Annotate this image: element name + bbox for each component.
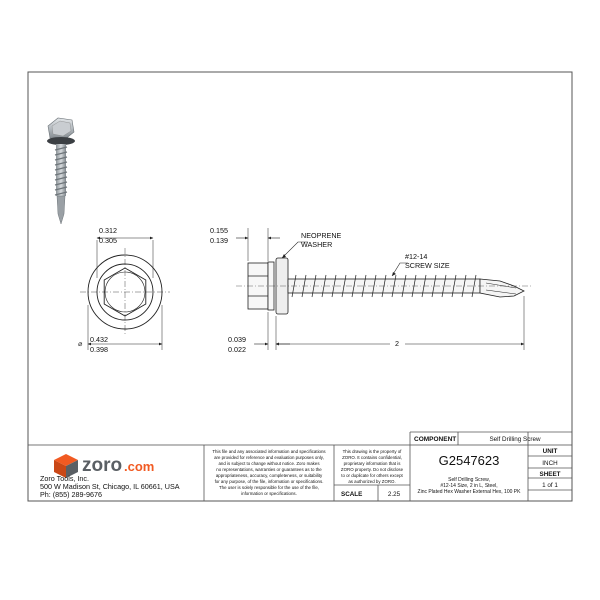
washer-thick-min: 0.022 — [228, 345, 246, 354]
length-value: 2 — [395, 339, 399, 348]
logo-word: zoro — [82, 455, 123, 476]
head-flats-min: 0.305 — [99, 236, 117, 245]
neoprene-label-2: WASHER — [301, 240, 333, 249]
svg-text:ZORO. It contains confidential: ZORO. It contains confidential, — [342, 455, 402, 460]
unit-label: UNIT — [542, 448, 558, 455]
property-notice — [341, 449, 404, 484]
sheet-label: SHEET — [539, 471, 561, 478]
screw-size-label-1: #12-14 — [405, 252, 428, 261]
svg-text:for any purpose, of the file,: for any purpose, of the file, information or specifications. — [214, 479, 324, 484]
unit-value: INCH — [542, 460, 558, 467]
svg-text:information or specifications.: information or specifications. — [241, 491, 297, 496]
svg-text:This file and any associated i: This file and any associated information and specifications — [212, 449, 326, 454]
screw-size-label-2: SCREW SIZE — [405, 261, 450, 270]
scale-value: 2.25 — [387, 491, 401, 498]
company-name: Zoro Tools, Inc. — [40, 474, 90, 483]
svg-text:This drawing is the property o: This drawing is the property of — [342, 449, 402, 454]
diameter-symbol: ⌀ — [78, 339, 83, 348]
neoprene-label-1: NEOPRENE — [301, 231, 342, 240]
svg-text:proprietary information that i: proprietary information that is — [343, 461, 401, 466]
svg-text:to or duplicate for others exc: to or duplicate for others except — [341, 473, 403, 478]
part-number: G2547623 — [438, 453, 500, 468]
sheet-value: 1 of 1 — [542, 482, 558, 489]
company-phone: Ph: (855) 289-9676 — [40, 490, 102, 499]
svg-text:The user is solely responsible: The user is solely responsible for the use of the file, — [218, 485, 320, 490]
head-height-max: 0.155 — [210, 226, 228, 235]
company-address: 500 W Madison St, Chicago, IL 60661, USA — [40, 482, 180, 491]
head-height-min: 0.139 — [210, 236, 228, 245]
drill-point — [480, 279, 524, 297]
svg-text:ZORO property. Do not disclose: ZORO property. Do not disclose — [340, 467, 404, 472]
svg-text:as authorized by ZORO.: as authorized by ZORO. — [348, 479, 396, 484]
scale-label: SCALE — [341, 491, 363, 498]
component-label: COMPONENT — [414, 436, 457, 443]
svg-text:and is subject to change witho: and is subject to change without notice. Zoro makes — [218, 461, 320, 466]
disclaimer-text — [212, 449, 326, 496]
svg-text:Self Drilling Screw,: Self Drilling Screw, — [448, 477, 490, 483]
screw-photo-icon — [47, 118, 75, 224]
washer-dia-max: 0.432 — [90, 335, 108, 344]
svg-text:appropriateness, accuracy, com: appropriateness, accuracy, completeness, or suitability — [215, 473, 323, 478]
washer-dia-min: 0.398 — [90, 345, 108, 354]
svg-text:no representations, warranties: no representations, warranties or guarantees as to the — [216, 467, 322, 472]
end-view-dimensions — [78, 226, 162, 354]
company-info — [40, 474, 180, 499]
logo-suffix: .com — [124, 459, 155, 474]
head-flats-max: 0.312 — [99, 226, 117, 235]
component-value: Self Drilling Screw — [489, 436, 541, 443]
svg-text:#12-14 Size, 2 in L, Steel,: #12-14 Size, 2 in L, Steel, — [440, 483, 498, 489]
svg-text:Zinc Plated Hex Washer Externa: Zinc Plated Hex Washer External Hex, 100 PK — [417, 489, 521, 495]
svg-text:are provided for reference and: are provided for reference and evaluation purposes only, — [214, 455, 324, 460]
washer-thick-max: 0.039 — [228, 335, 246, 344]
end-view — [80, 248, 170, 336]
side-view — [236, 258, 532, 314]
